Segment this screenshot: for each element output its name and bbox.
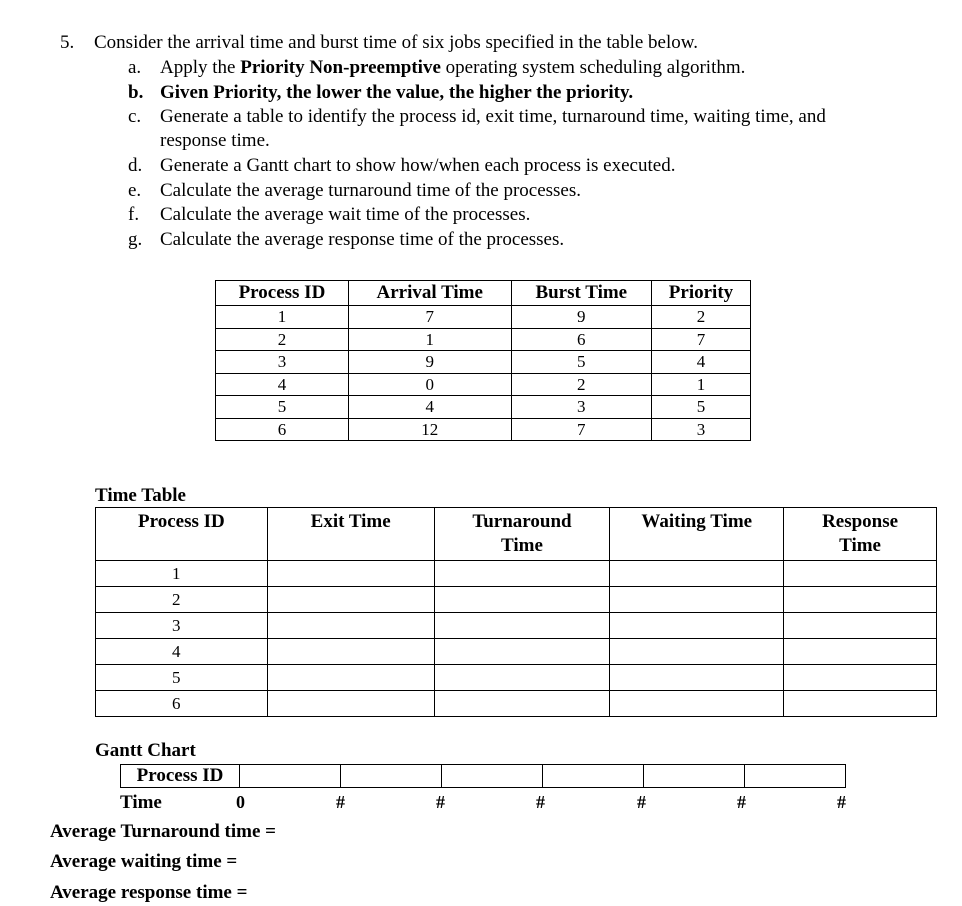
gantt-tick-label: # bbox=[436, 792, 445, 812]
table-cell: 2 bbox=[216, 328, 349, 351]
answer-cell[interactable] bbox=[267, 691, 434, 717]
answer-cell[interactable] bbox=[267, 665, 434, 691]
answer-cell[interactable] bbox=[434, 639, 610, 665]
gantt-cell[interactable] bbox=[745, 765, 846, 788]
gantt-cell[interactable] bbox=[240, 765, 341, 788]
sub-item-letter: b. bbox=[128, 82, 144, 103]
gantt-cell[interactable] bbox=[442, 765, 543, 788]
input-table-header: Priority bbox=[651, 281, 750, 306]
time-table bbox=[95, 507, 937, 717]
sub-item-text bbox=[160, 229, 564, 251]
table-cell: 3 bbox=[216, 351, 349, 374]
gantt-tick-label: # bbox=[536, 792, 545, 812]
process-id-cell: 5 bbox=[96, 665, 268, 691]
table-cell: 4 bbox=[651, 351, 750, 374]
answer-cell[interactable] bbox=[610, 587, 784, 613]
question-text: Consider the arrival time and burst time of six jobs specified in the table below. bbox=[94, 32, 698, 53]
table-cell: 9 bbox=[511, 306, 651, 329]
answer-cell[interactable] bbox=[610, 561, 784, 587]
sub-item-text bbox=[160, 82, 633, 104]
average-response-label: Average response time = bbox=[50, 882, 248, 903]
table-row bbox=[216, 328, 751, 351]
gantt-tick-label: # bbox=[837, 792, 846, 812]
input-table-header: Burst Time bbox=[511, 281, 651, 306]
table-cell: 1 bbox=[348, 328, 511, 351]
table-cell: 4 bbox=[216, 373, 349, 396]
plain-text: Calculate the average turnaround time of the processes. bbox=[160, 180, 581, 201]
answer-cell[interactable] bbox=[784, 691, 937, 717]
table-cell: 9 bbox=[348, 351, 511, 374]
answer-cell[interactable] bbox=[434, 691, 610, 717]
table-row bbox=[96, 613, 937, 639]
table-row bbox=[96, 665, 937, 691]
table-row bbox=[96, 561, 937, 587]
table-cell: 4 bbox=[348, 396, 511, 419]
answer-cell[interactable] bbox=[784, 613, 937, 639]
sub-item-letter: f. bbox=[128, 204, 140, 225]
table-cell: 2 bbox=[651, 306, 750, 329]
sub-item-text bbox=[160, 155, 675, 177]
table-row bbox=[216, 418, 751, 441]
gantt-chart bbox=[120, 764, 846, 788]
answer-cell[interactable] bbox=[610, 691, 784, 717]
time-table-header-row bbox=[96, 508, 937, 561]
question-number: 5. bbox=[60, 32, 75, 53]
time-table-header: Waiting Time bbox=[610, 508, 784, 561]
gantt-cell[interactable] bbox=[341, 765, 442, 788]
sub-item-text bbox=[160, 57, 745, 79]
answer-cell[interactable] bbox=[610, 639, 784, 665]
table-cell: 0 bbox=[348, 373, 511, 396]
answer-cell[interactable] bbox=[434, 613, 610, 639]
process-id-cell: 1 bbox=[96, 561, 268, 587]
bold-text: Priority Non-preemptive bbox=[240, 57, 441, 78]
process-id-cell: 2 bbox=[96, 587, 268, 613]
table-row bbox=[96, 639, 937, 665]
sub-item-text-continued: response time. bbox=[160, 130, 270, 151]
gantt-tick-label: 0 bbox=[236, 792, 245, 812]
input-table-header: Arrival Time bbox=[348, 281, 511, 306]
plain-text: operating system scheduling algorithm. bbox=[440, 57, 746, 78]
table-row bbox=[216, 396, 751, 419]
sub-item-letter: d. bbox=[128, 155, 143, 176]
process-id-cell: 4 bbox=[96, 639, 268, 665]
gantt-row-label: Process ID bbox=[121, 765, 240, 788]
table-cell: 6 bbox=[216, 418, 349, 441]
gantt-cell[interactable] bbox=[543, 765, 644, 788]
table-cell: 3 bbox=[511, 396, 651, 419]
process-id-cell: 6 bbox=[96, 691, 268, 717]
plain-text: Generate a table to identify the process id, exit time, turnaround time, waiting time, and bbox=[160, 106, 826, 127]
bold-text: Given Priority, the lower the value, the higher the priority. bbox=[160, 82, 634, 103]
plain-text: Generate a Gantt chart to show how/when each process is executed. bbox=[160, 155, 676, 176]
sub-item-letter: c. bbox=[128, 106, 142, 127]
table-cell: 7 bbox=[348, 306, 511, 329]
table-cell: 6 bbox=[511, 328, 651, 351]
answer-cell[interactable] bbox=[267, 561, 434, 587]
process-input-table bbox=[215, 280, 751, 441]
table-row bbox=[216, 351, 751, 374]
answer-cell[interactable] bbox=[610, 665, 784, 691]
gantt-tick-label: # bbox=[336, 792, 345, 812]
gantt-tick-label: # bbox=[737, 792, 746, 812]
answer-cell[interactable] bbox=[434, 587, 610, 613]
answer-cell[interactable] bbox=[784, 639, 937, 665]
time-table-header: Response Time bbox=[784, 508, 937, 561]
answer-cell[interactable] bbox=[267, 587, 434, 613]
average-turnaround-label: Average Turnaround time = bbox=[50, 821, 276, 842]
table-cell: 1 bbox=[216, 306, 349, 329]
sub-item-text bbox=[160, 180, 581, 202]
plain-text: Apply the bbox=[160, 57, 241, 78]
gantt-tick-label: # bbox=[637, 792, 646, 812]
answer-cell[interactable] bbox=[267, 639, 434, 665]
sub-item-letter: a. bbox=[128, 57, 142, 78]
sub-item-letter: g. bbox=[128, 229, 143, 250]
table-cell: 5 bbox=[651, 396, 750, 419]
gantt-chart-title: Gantt Chart bbox=[95, 740, 196, 761]
time-table-header: Process ID bbox=[96, 508, 268, 561]
answer-cell[interactable] bbox=[784, 561, 937, 587]
answer-cell[interactable] bbox=[610, 613, 784, 639]
table-row bbox=[96, 587, 937, 613]
process-id-cell: 3 bbox=[96, 613, 268, 639]
table-cell: 3 bbox=[651, 418, 750, 441]
table-cell: 5 bbox=[216, 396, 349, 419]
table-cell: 1 bbox=[651, 373, 750, 396]
table-cell: 7 bbox=[651, 328, 750, 351]
answer-cell[interactable] bbox=[784, 587, 937, 613]
plain-text: Calculate the average wait time of the processes. bbox=[160, 204, 531, 225]
plain-text: Calculate the average response time of the processes. bbox=[160, 229, 565, 250]
gantt-time-label: Time bbox=[120, 792, 162, 813]
table-row bbox=[216, 373, 751, 396]
sub-item-letter: e. bbox=[128, 180, 142, 201]
table-cell: 2 bbox=[511, 373, 651, 396]
answer-cell[interactable] bbox=[267, 613, 434, 639]
sub-item-text bbox=[160, 106, 826, 128]
answer-cell[interactable] bbox=[434, 665, 610, 691]
table-cell: 5 bbox=[511, 351, 651, 374]
time-table-title: Time Table bbox=[95, 485, 186, 506]
average-waiting-label: Average waiting time = bbox=[50, 851, 238, 872]
answer-cell[interactable] bbox=[434, 561, 610, 587]
answer-cell[interactable] bbox=[784, 665, 937, 691]
table-row bbox=[96, 691, 937, 717]
table-cell: 7 bbox=[511, 418, 651, 441]
gantt-cell[interactable] bbox=[644, 765, 745, 788]
table-cell: 12 bbox=[348, 418, 511, 441]
time-table-header: Turnaround Time bbox=[434, 508, 610, 561]
table-row bbox=[216, 306, 751, 329]
input-table-header-row bbox=[216, 281, 751, 306]
sub-item-text bbox=[160, 204, 530, 226]
input-table-header: Process ID bbox=[216, 281, 349, 306]
time-table-header: Exit Time bbox=[267, 508, 434, 561]
